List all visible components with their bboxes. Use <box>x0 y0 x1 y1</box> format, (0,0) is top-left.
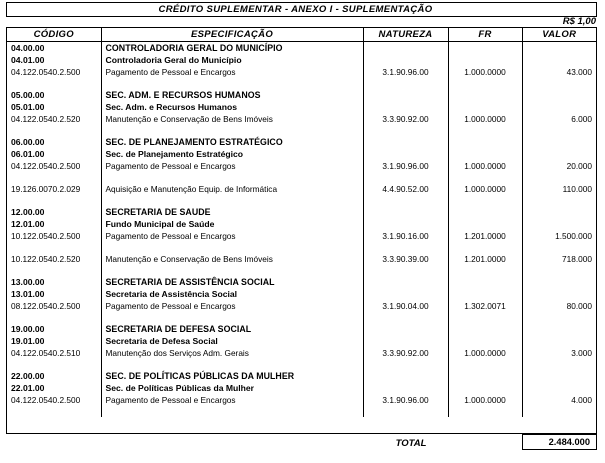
cell-fr <box>448 382 522 394</box>
cell-fr <box>448 125 522 136</box>
cell-val: 718.000 <box>562 254 592 264</box>
cell-codigo <box>7 242 101 253</box>
table-row <box>7 242 596 253</box>
cell-fr <box>448 148 522 160</box>
cell-espec: Manutenção e Conservação de Bens Imóveis <box>101 253 363 265</box>
cell-val <box>522 382 596 394</box>
cell-espec: Sec. de Planejamento Estratégico <box>101 148 363 160</box>
cell-espec <box>101 359 363 370</box>
cell-codigo: 19.01.00 <box>7 335 101 347</box>
cell-val: 110.000 <box>562 184 592 194</box>
cell-fr <box>448 78 522 89</box>
cell-espec: SEC. DE POLÍTICAS PÚBLICAS DA MULHER <box>101 370 363 382</box>
column-header-valor: VALOR <box>522 28 596 42</box>
cell-nat <box>363 218 448 230</box>
cell-fr <box>448 370 522 382</box>
cell-fr <box>448 195 522 206</box>
cell-codigo <box>7 172 101 183</box>
table-row <box>7 253 596 265</box>
cell-fr <box>448 206 522 218</box>
cell-nat <box>363 148 448 160</box>
cell-val <box>522 276 596 288</box>
cell-nat <box>363 242 448 253</box>
cell-nat <box>363 370 448 382</box>
cell-espec: Pagamento de Pessoal e Encargos <box>101 66 363 78</box>
table-row <box>7 172 596 183</box>
cell-nat <box>363 195 448 206</box>
cell-codigo: 04.122.0540.2.500 <box>7 394 101 406</box>
total-value: 2.484.000 <box>522 434 597 450</box>
table-row <box>7 195 596 206</box>
cell-espec: Manutenção dos Serviços Adm. Gerais <box>101 347 363 359</box>
table-header-row <box>7 28 596 42</box>
cell-val <box>522 312 596 323</box>
cell-nat <box>363 78 448 89</box>
cell-fr <box>448 288 522 300</box>
cell-nat <box>363 89 448 101</box>
cell-nat <box>363 136 448 148</box>
cell-val: 43.000 <box>566 67 592 77</box>
cell-val: 4.000 <box>571 395 592 405</box>
cell-nat: 3.1.90.96.00 <box>363 394 448 406</box>
cell-fr <box>448 312 522 323</box>
cell-espec: Pagamento de Pessoal e Encargos <box>101 160 363 172</box>
cell-val <box>522 101 596 113</box>
cell-val <box>522 370 596 382</box>
cell-codigo: 06.00.00 <box>7 136 101 148</box>
table-row <box>7 125 596 136</box>
cell-codigo: 13.00.00 <box>7 276 101 288</box>
cell-fr <box>448 101 522 113</box>
cell-fr: 1.000.0000 <box>448 66 522 78</box>
cell-codigo: 22.00.00 <box>7 370 101 382</box>
cell-fr: 1.000.0000 <box>448 394 522 406</box>
cell-fr: 1.302.0071 <box>448 300 522 312</box>
cell-nat: 3.3.90.92.00 <box>363 113 448 125</box>
cell-codigo: 12.01.00 <box>7 218 101 230</box>
cell-val <box>522 288 596 300</box>
cell-espec <box>101 125 363 136</box>
cell-codigo: 19.126.0070.2.029 <box>7 183 101 195</box>
cell-espec: Pagamento de Pessoal e Encargos <box>101 394 363 406</box>
cell-nat: 4.4.90.52.00 <box>363 183 448 195</box>
page-title: CRÉDITO SUPLEMENTAR - ANEXO I - SUPLEMENTAÇÃO <box>158 4 433 15</box>
cell-val <box>522 195 596 206</box>
cell-espec <box>101 242 363 253</box>
total-row <box>6 434 597 454</box>
cell-espec: Sec. Adm. e Recursos Humanos <box>101 101 363 113</box>
cell-fr <box>448 335 522 347</box>
cell-codigo: 04.122.0540.2.520 <box>7 113 101 125</box>
cell-codigo: 04.122.0540.2.500 <box>7 66 101 78</box>
cell-fr: 1.000.0000 <box>448 160 522 172</box>
cell-codigo: 04.01.00 <box>7 54 101 66</box>
cell-fr: 1.201.0000 <box>448 253 522 265</box>
table-row <box>7 323 596 335</box>
table-row <box>7 370 596 382</box>
cell-nat: 3.1.90.16.00 <box>363 230 448 242</box>
cell-val: 80.000 <box>566 301 592 311</box>
table-row <box>7 300 596 312</box>
cell-codigo <box>7 78 101 89</box>
table-row <box>7 394 596 406</box>
cell-codigo: 04.122.0540.2.500 <box>7 160 101 172</box>
cell-fr <box>448 89 522 101</box>
cell-codigo <box>7 125 101 136</box>
cell-val <box>522 42 596 55</box>
cell-nat <box>363 206 448 218</box>
cell-val <box>522 148 596 160</box>
currency-unit-note: R$ 1,00 <box>562 16 596 27</box>
cell-espec: SEC. ADM. E RECURSOS HUMANOS <box>101 89 363 101</box>
cell-nat <box>363 359 448 370</box>
cell-nat <box>363 172 448 183</box>
column-header-natureza: NATUREZA <box>363 28 448 42</box>
table-row <box>7 382 596 394</box>
budget-table <box>7 28 596 417</box>
table-row <box>7 183 596 195</box>
cell-fr <box>448 359 522 370</box>
cell-val: 6.000 <box>571 114 592 124</box>
cell-espec: Pagamento de Pessoal e Encargos <box>101 300 363 312</box>
table-row <box>7 335 596 347</box>
cell-espec: SECRETARIA DE ASSISTÊNCIA SOCIAL <box>101 276 363 288</box>
cell-nat: 3.3.90.92.00 <box>363 347 448 359</box>
cell-fr <box>448 242 522 253</box>
cell-espec: SECRETARIA DE DEFESA SOCIAL <box>101 323 363 335</box>
cell-codigo <box>7 406 101 417</box>
cell-fr <box>448 42 522 55</box>
cell-fr: 1.201.0000 <box>448 230 522 242</box>
cell-espec: Fundo Municipal de Saúde <box>101 218 363 230</box>
cell-val <box>522 78 596 89</box>
cell-codigo: 05.01.00 <box>7 101 101 113</box>
cell-val <box>522 335 596 347</box>
cell-nat <box>363 125 448 136</box>
cell-codigo: 04.00.00 <box>7 42 101 55</box>
table-row <box>7 89 596 101</box>
cell-val <box>522 359 596 370</box>
cell-val <box>522 265 596 276</box>
cell-espec <box>101 78 363 89</box>
budget-table-container <box>6 27 597 434</box>
table-row <box>7 160 596 172</box>
cell-codigo: 05.00.00 <box>7 89 101 101</box>
cell-espec <box>101 265 363 276</box>
table-row <box>7 359 596 370</box>
cell-nat <box>363 265 448 276</box>
cell-codigo <box>7 359 101 370</box>
cell-val <box>522 89 596 101</box>
cell-fr <box>448 406 522 417</box>
cell-nat <box>363 406 448 417</box>
cell-espec: Secretaria de Assistência Social <box>101 288 363 300</box>
cell-espec: SEC. DE PLANEJAMENTO ESTRATÉGICO <box>101 136 363 148</box>
table-row <box>7 136 596 148</box>
cell-val <box>522 206 596 218</box>
cell-espec <box>101 406 363 417</box>
cell-val <box>522 54 596 66</box>
cell-codigo: 10.122.0540.2.520 <box>7 253 101 265</box>
budget-table-body <box>7 42 596 418</box>
cell-val <box>522 242 596 253</box>
cell-espec <box>101 312 363 323</box>
table-row <box>7 113 596 125</box>
cell-espec: SECRETARIA DE SAUDE <box>101 206 363 218</box>
cell-fr: 1.000.0000 <box>448 183 522 195</box>
cell-codigo: 06.01.00 <box>7 148 101 160</box>
table-row <box>7 347 596 359</box>
total-label: TOTAL <box>395 438 427 449</box>
table-row <box>7 312 596 323</box>
cell-val <box>522 218 596 230</box>
cell-espec: Secretaria de Defesa Social <box>101 335 363 347</box>
cell-fr <box>448 323 522 335</box>
table-row <box>7 206 596 218</box>
cell-fr <box>448 218 522 230</box>
table-row <box>7 218 596 230</box>
cell-nat <box>363 101 448 113</box>
cell-fr <box>448 54 522 66</box>
cell-espec: Manutenção e Conservação de Bens Imóveis <box>101 113 363 125</box>
table-row <box>7 42 596 55</box>
table-row <box>7 288 596 300</box>
table-row <box>7 276 596 288</box>
cell-codigo: 13.01.00 <box>7 288 101 300</box>
table-row <box>7 78 596 89</box>
cell-fr <box>448 265 522 276</box>
cell-espec: Sec. de Políticas Públicas da Mulher <box>101 382 363 394</box>
cell-val <box>522 172 596 183</box>
cell-espec: Pagamento de Pessoal e Encargos <box>101 230 363 242</box>
cell-codigo: 19.00.00 <box>7 323 101 335</box>
cell-nat: 3.3.90.39.00 <box>363 253 448 265</box>
cell-val: 20.000 <box>566 161 592 171</box>
cell-val: 3.000 <box>571 348 592 358</box>
cell-codigo: 22.01.00 <box>7 382 101 394</box>
cell-fr <box>448 276 522 288</box>
cell-val <box>522 406 596 417</box>
cell-codigo <box>7 312 101 323</box>
cell-nat: 3.1.90.04.00 <box>363 300 448 312</box>
cell-espec: Controladoria Geral do Município <box>101 54 363 66</box>
table-row <box>7 148 596 160</box>
cell-espec <box>101 195 363 206</box>
cell-fr: 1.000.0000 <box>448 347 522 359</box>
document-title-box <box>6 2 597 17</box>
table-row <box>7 101 596 113</box>
cell-nat: 3.1.90.96.00 <box>363 160 448 172</box>
cell-nat <box>363 323 448 335</box>
column-header-fr: FR <box>448 28 522 42</box>
cell-nat <box>363 54 448 66</box>
cell-codigo <box>7 265 101 276</box>
cell-val <box>522 136 596 148</box>
table-row <box>7 66 596 78</box>
cell-val <box>522 323 596 335</box>
cell-codigo: 12.00.00 <box>7 206 101 218</box>
cell-codigo: 08.122.0540.2.500 <box>7 300 101 312</box>
cell-espec <box>101 172 363 183</box>
cell-espec: Aquisição e Manutenção Equip. de Informática <box>101 183 363 195</box>
cell-fr: 1.000.0000 <box>448 113 522 125</box>
table-row <box>7 54 596 66</box>
cell-val <box>522 125 596 136</box>
table-row <box>7 406 596 417</box>
cell-nat <box>363 276 448 288</box>
cell-nat <box>363 312 448 323</box>
cell-nat: 3.1.90.96.00 <box>363 66 448 78</box>
cell-codigo <box>7 195 101 206</box>
cell-fr <box>448 136 522 148</box>
cell-nat <box>363 382 448 394</box>
cell-nat <box>363 335 448 347</box>
cell-codigo: 04.122.0540.2.510 <box>7 347 101 359</box>
cell-codigo: 10.122.0540.2.500 <box>7 230 101 242</box>
table-row <box>7 265 596 276</box>
cell-fr <box>448 172 522 183</box>
cell-nat <box>363 288 448 300</box>
cell-nat <box>363 42 448 55</box>
cell-val: 1.500.000 <box>555 231 592 241</box>
table-row <box>7 230 596 242</box>
cell-espec: CONTROLADORIA GERAL DO MUNICÍPIO <box>101 42 363 55</box>
column-header-codigo: CÓDIGO <box>7 28 101 42</box>
column-header-especificacao: ESPECIFICAÇÃO <box>101 28 363 42</box>
